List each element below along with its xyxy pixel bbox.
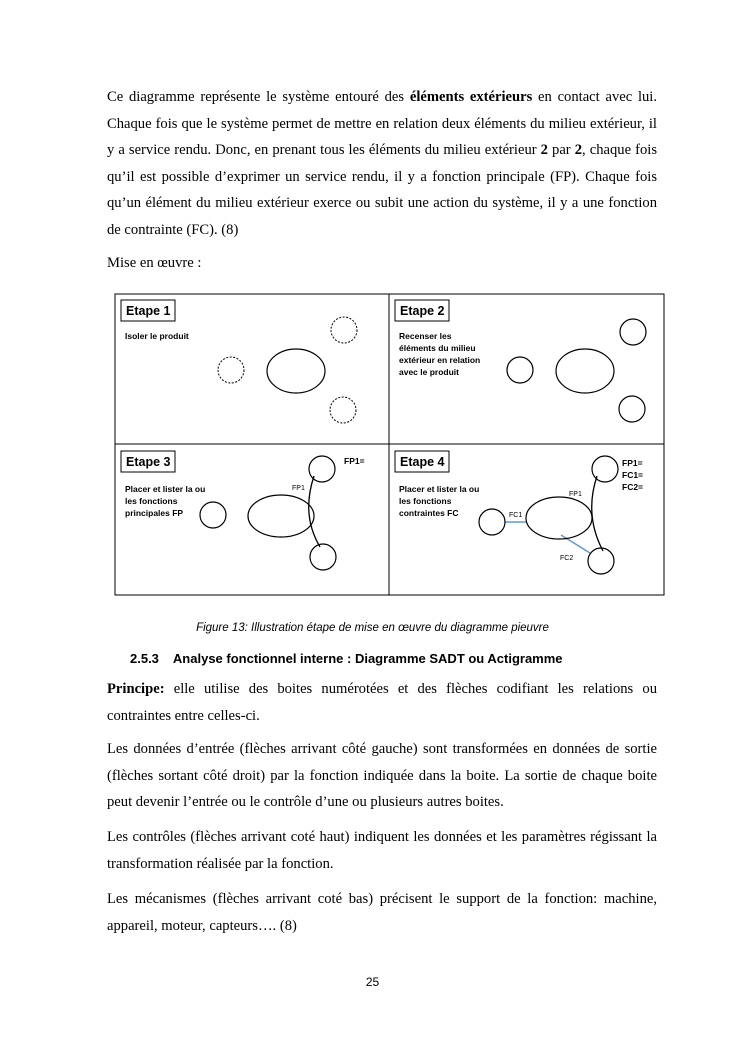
product-ellipse	[556, 349, 614, 393]
step-4-function-list-line: FP1=	[622, 458, 643, 468]
step-2-desc-line: avec le produit	[399, 367, 459, 377]
step-1-title: Etape 1	[126, 304, 171, 318]
element-circle	[200, 502, 226, 528]
principe-paragraph: Principe: elle utilise des boites numérotées et des flèches codifiant les relations ou contraintes entre celles-ci.	[107, 681, 657, 724]
section-number: 2.5.3	[130, 651, 159, 666]
element-circle	[588, 548, 614, 574]
step-4-desc-line: Placer et lister la ou	[399, 484, 480, 494]
fp1-link-label: FP1	[569, 491, 582, 498]
element-circle-dotted	[218, 357, 244, 383]
mise-en-oeuvre-label: Mise en œuvre :	[107, 255, 202, 271]
fp1-link-line	[309, 476, 320, 547]
body-paragraph: Les données d’entrée (flèches arrivant côté gauche) sont transformées en données de sortie (flèches sortant côté droit) par la fonction indiquée dans la boite. La sortie de chaque boite peut devenir l’entrée ou le contrôle d’une ou plusieurs autres boites.	[107, 741, 657, 810]
octopus-diagram-figure	[114, 293, 665, 596]
section-title: Analyse fonctionnel interne : Diagramme SADT ou Actigramme	[172, 651, 563, 666]
principe-label: Principe:	[107, 681, 165, 697]
body-paragraph: Les mécanismes (flèches arrivant coté bas) précisent le support de la fonction: machine, appareil, moteur, capteurs…. (8)	[107, 891, 657, 934]
fp1-link-label: FP1	[292, 485, 305, 492]
step-2-desc-line: éléments du milieu	[399, 343, 476, 353]
element-circle	[479, 509, 505, 535]
step-1-panel	[121, 300, 357, 423]
step-3-desc-line: les fonctions	[125, 496, 178, 506]
step-2-panel	[395, 300, 646, 422]
element-circle-dotted	[331, 317, 357, 343]
bold-term: éléments extérieurs	[409, 89, 533, 105]
step-4-function-list-line: FC1=	[622, 470, 644, 480]
product-ellipse	[526, 497, 592, 539]
element-circle	[619, 396, 645, 422]
step-2-desc-line: Recenser les	[399, 331, 452, 341]
step-2-desc-line: extérieur en relation	[399, 355, 481, 365]
fc2-link-line	[561, 535, 590, 553]
element-circle	[592, 456, 618, 482]
step-3-desc-line: principales FP	[125, 508, 184, 518]
fp1-link-line	[592, 476, 603, 551]
step-4-function-list-line: FC2=	[622, 482, 644, 492]
product-ellipse	[248, 495, 314, 537]
step-4-desc-line: contraintes FC	[399, 508, 459, 518]
section-heading	[130, 651, 563, 666]
step-3-function-list-line: FP1=	[344, 456, 365, 466]
step-4-desc-line: les fonctions	[399, 496, 452, 506]
step-3-panel	[121, 451, 365, 570]
element-circle	[310, 544, 336, 570]
page-number: 25	[365, 975, 380, 989]
intro-paragraph: Ce diagramme représente le système entouré des éléments extérieurs en contact avec lui. Chaque fois que le système permet de mettre en relation deux éléments du milieu extérieur, il y a service rendu. Donc, en prenant tous les éléments du milieu extérieur 2 par 2, chaque fois qu’il est possible d’exprimer un service rendu, il y a fonction principale (FP). Chaque fois qu’un élément du milieu extérieur exerce ou subit une action du système, il y a une fonction de contrainte (FC). (8)	[107, 89, 657, 238]
step-2-title: Etape 2	[400, 304, 445, 318]
step-4-panel	[395, 451, 643, 574]
step-3-desc-line: Placer et lister la ou	[125, 484, 206, 494]
element-circle	[620, 319, 646, 345]
fc2-link-label: FC2	[560, 555, 574, 562]
step-3-title: Etape 3	[126, 455, 171, 469]
fc1-link-label: FC1	[509, 512, 523, 519]
body-paragraph: Les contrôles (flèches arrivant coté haut) indiquent les données et les paramètres régissant la transformation réalisée par la fonction.	[107, 829, 657, 872]
element-circle	[309, 456, 335, 482]
figure-caption: Figure 13: Illustration étape de mise en œuvre du diagramme pieuvre	[196, 622, 549, 634]
step-1-desc-line: Isoler le produit	[125, 331, 189, 341]
product-ellipse	[267, 349, 325, 393]
element-circle	[507, 357, 533, 383]
step-4-title: Etape 4	[400, 455, 445, 469]
element-circle-dotted	[330, 397, 356, 423]
